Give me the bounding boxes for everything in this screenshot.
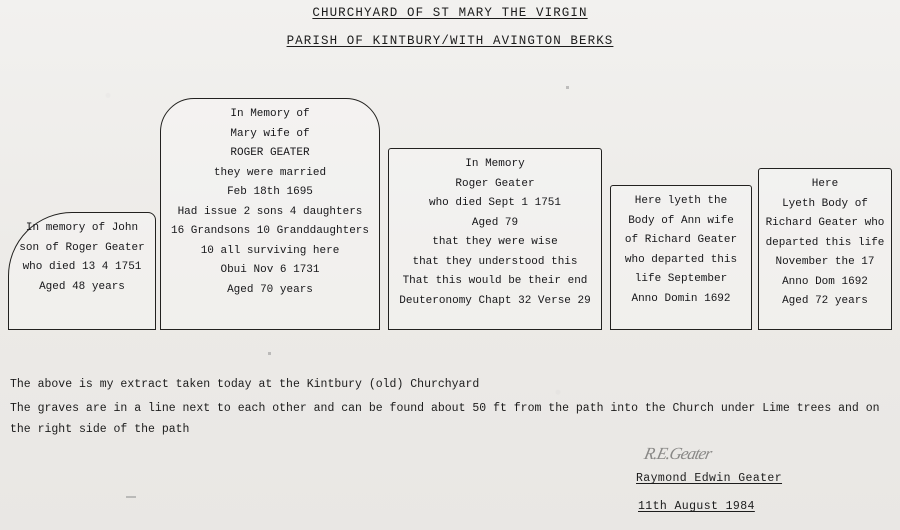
stone-line: Richard Geater who xyxy=(765,217,885,229)
stone-line: Anno Domin 1692 xyxy=(631,292,731,305)
stone-line: Roger Geater xyxy=(455,177,535,190)
stone-line: who departed this xyxy=(624,253,738,266)
stone-line: Aged 72 years xyxy=(782,295,868,307)
stone-line: Deuteronomy Chapt 32 Verse 29 xyxy=(399,294,591,307)
gravestone-richard xyxy=(758,168,892,330)
stone-line: that they understood this xyxy=(412,255,578,268)
stone-line: that they were wise xyxy=(432,236,558,248)
stone-line: Body of Ann wife xyxy=(628,214,734,227)
signature-date: 11th August 1984 xyxy=(638,500,755,513)
stone-line: they were married xyxy=(213,166,327,179)
extract-note-line-1: The above is my extract taken today at the Kintbury (old) Churchyard xyxy=(10,378,480,391)
page-title-line-1: CHURCHYARD OF ST MARY THE VIRGIN xyxy=(312,6,588,20)
handwritten-signature-icon: R.E.Geater xyxy=(642,444,714,463)
signature-name: Raymond Edwin Geater xyxy=(636,472,783,485)
stone-line: life September xyxy=(634,273,728,285)
gravestone-john xyxy=(8,212,156,330)
gravestone-mary xyxy=(160,98,380,330)
stone-line: ROGER GEATER xyxy=(230,147,310,159)
stone-line: Anno Dom 1692 xyxy=(782,275,868,288)
gravestone-ann xyxy=(610,185,752,330)
scan-speck xyxy=(268,352,271,355)
stone-line: Obui Nov 6 1731 xyxy=(220,264,320,276)
scan-speck xyxy=(566,86,569,89)
stone-line: Feb 18th 1695 xyxy=(227,186,313,198)
page-title-line-2: PARISH OF KINTBURY/WITH AVINGTON BERKS xyxy=(286,34,614,48)
stone-line: 10 all surviving here xyxy=(200,244,340,257)
stone-line: Aged 79 xyxy=(471,216,519,229)
stone-line: That this would be their end xyxy=(402,275,588,287)
stone-line: 16 Grandsons 10 Granddaughters xyxy=(170,225,370,237)
gravestone-group xyxy=(0,60,900,330)
signature-block xyxy=(636,444,876,514)
stone-line: In memory of John xyxy=(25,222,139,234)
stone-line: of Richard Geater xyxy=(624,234,738,246)
stone-line: In Memory of xyxy=(230,108,310,120)
stone-line: Here lyeth the xyxy=(634,195,728,207)
stone-line: November the 17 xyxy=(775,256,875,268)
gravestone-roger xyxy=(388,148,602,330)
stone-line: son of Roger Geater xyxy=(19,241,145,254)
stone-line: departed this life xyxy=(765,236,885,249)
extract-note-line-2: The graves are in a line next to each other and can be found about 50 ft from the path into the Church under Lime trees and on the right side of the path xyxy=(10,402,880,436)
stone-line: Aged 48 years xyxy=(39,280,125,293)
stone-line: Mary wife of xyxy=(230,127,310,140)
stone-line: Lyeth Body of xyxy=(782,197,868,210)
stone-line: Here xyxy=(811,178,839,190)
stone-line: who died Sept 1 1751 xyxy=(428,197,562,209)
stone-line: Had issue 2 sons 4 daughters xyxy=(177,205,363,218)
stone-line: who died 13 4 1751 xyxy=(22,261,142,273)
stone-line: In Memory xyxy=(465,158,525,170)
scan-speck xyxy=(126,496,136,498)
stone-line: Aged 70 years xyxy=(227,283,313,296)
